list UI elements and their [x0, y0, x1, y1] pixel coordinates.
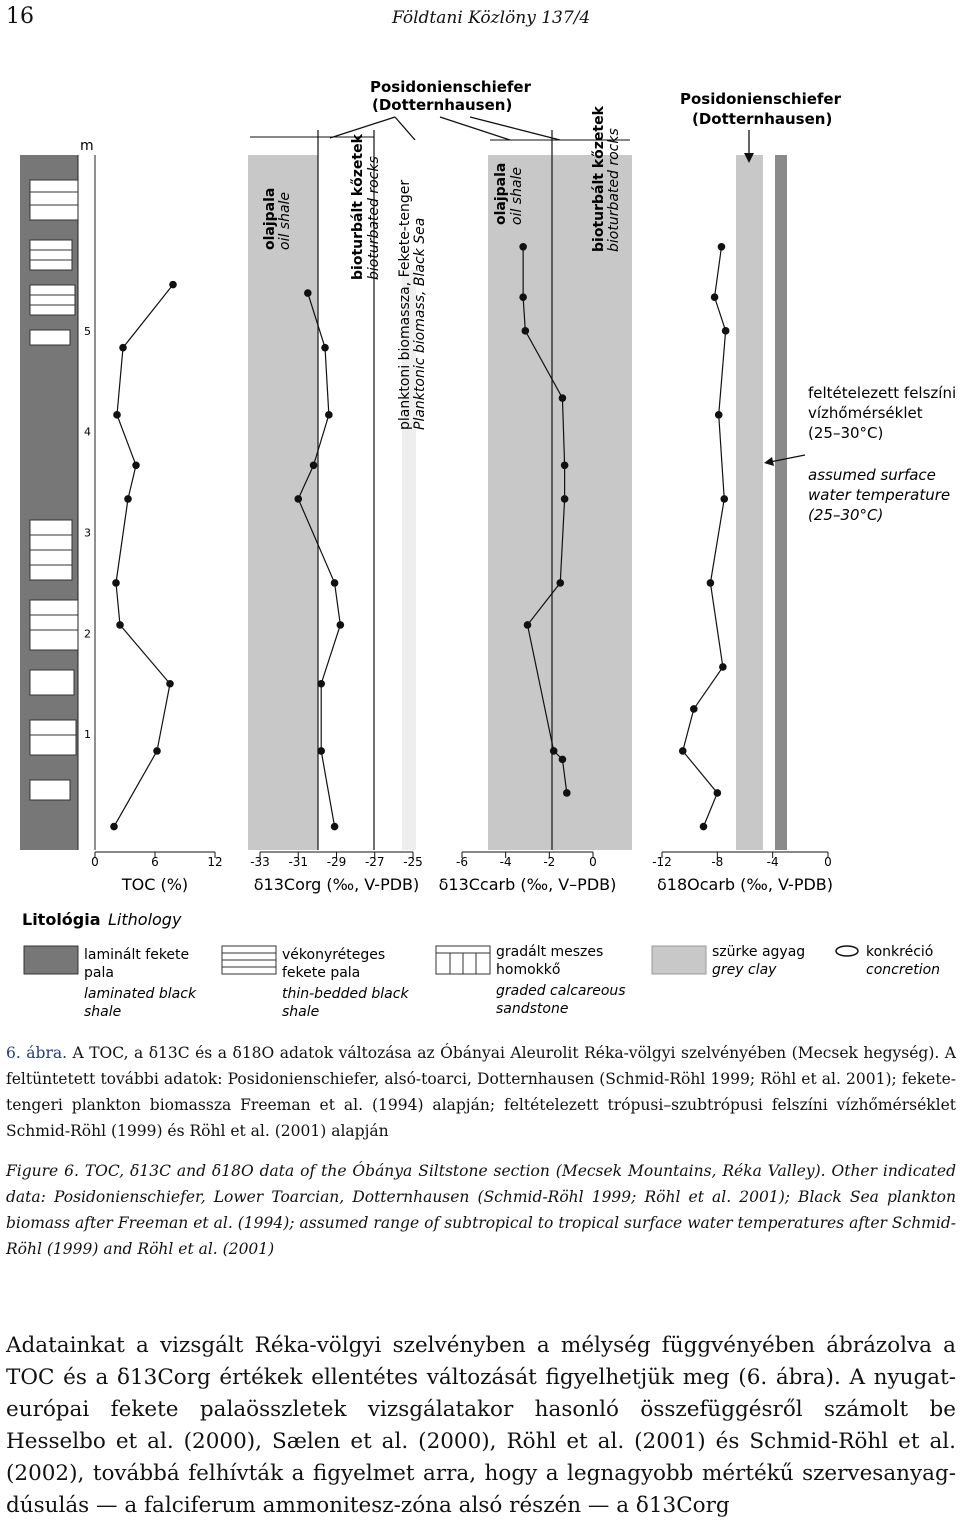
legend-title-hu: Litológia	[22, 910, 101, 929]
caption-english: Figure 6. TOC, δ13C and δ18O data of the Óbánya Siltstone section (Mecsek Mountains, Réka Valley). Other indicated data: Posidonienschiefer, Lower Toarcian, Dotternhausen (Schmid-Röhl 1999; Röhl et al. 2001); Black Sea plankton biomass after Freeman et al. (1994); assumed range of subtropical to tropical surface water temperatures after Schmid-Röhl (1999) and Röhl et al. (2001)	[6, 1162, 956, 1258]
oil-shale-hu-2: olajpala	[493, 162, 509, 225]
depth-unit: m	[80, 138, 94, 154]
data-point-0-1	[153, 747, 161, 755]
plankton-en: Planktonic biomass, Black Sea	[412, 217, 428, 430]
data-point-3-6	[720, 495, 728, 503]
tick-label-2-1: -4	[499, 855, 512, 869]
plankton-hu: planktoni biomassza, Fekete-tenger	[397, 179, 413, 430]
legend-2-en-1: thin-bedded black	[282, 986, 409, 1002]
tick-label-0-1: 6	[151, 855, 159, 869]
tick-label-1-2: -29	[326, 855, 347, 869]
legend	[22, 910, 940, 1020]
data-point-3-4	[719, 663, 727, 671]
data-point-1-6	[310, 461, 318, 469]
tick-label-1-3: -27	[364, 855, 385, 869]
legend-title-en: Lithology	[108, 910, 182, 929]
posidonia-label-2: (Dotternhausen)	[372, 96, 513, 114]
posidonia-label-1: Posidonienschiefer	[370, 78, 531, 96]
journal-title: Földtani Közlöny 137/4	[392, 8, 591, 28]
data-point-1-0	[331, 823, 339, 831]
temperature-band	[736, 155, 763, 850]
data-point-3-9	[711, 293, 719, 301]
temp-hu-2: vízhőmérséklet	[808, 404, 923, 422]
data-point-0-6	[132, 461, 140, 469]
data-point-3-3	[690, 705, 698, 713]
oil-shale-en-2: oil shale	[509, 166, 525, 225]
temp-en-2: water temperature	[808, 486, 951, 504]
data-point-1-3	[337, 621, 345, 629]
data-point-1-9	[304, 289, 312, 297]
posidonia-o18-label-2: (Dotternhausen)	[692, 110, 833, 128]
data-point-2-9	[519, 293, 527, 301]
legend-2-hu-1: vékonyréteges	[282, 947, 386, 963]
depth-tick-3: 3	[84, 526, 91, 540]
bioturbated-en-2: bioturbated rocks	[606, 128, 622, 252]
data-point-0-3	[116, 621, 124, 629]
tick-label-1-0: -33	[250, 855, 270, 869]
data-point-0-0	[110, 823, 118, 831]
data-point-2-5	[561, 495, 569, 503]
oil-shale-band-corg	[248, 155, 318, 850]
data-point-1-1	[317, 747, 325, 755]
data-point-2-3	[524, 621, 532, 629]
oil-shale-hu: olajpala	[262, 187, 278, 250]
legend-1-hu-2: pala	[84, 965, 114, 981]
tick-label-0-0: 0	[91, 855, 99, 869]
page-number: 16	[6, 4, 34, 29]
legend-3-en-1: graded calcareous	[496, 983, 626, 999]
temp-en-1: assumed surface	[808, 466, 936, 484]
legend-2-hu-2: fekete pala	[282, 965, 361, 981]
data-point-2-2	[550, 747, 558, 755]
depth-tick-4: 4	[84, 425, 91, 439]
series-line-0	[114, 285, 173, 827]
tick-label-3-0: -12	[652, 855, 672, 869]
depth-tick-2: 2	[84, 627, 91, 641]
legend-3-hu-1: gradált meszes	[496, 944, 604, 960]
legend-3-hu-2: homokkő	[496, 962, 561, 978]
data-point-3-8	[722, 327, 730, 335]
data-point-2-10	[519, 243, 527, 251]
bioturbated-hu-2: bioturbált kőzetek	[591, 106, 607, 252]
bioturbated-hu: bioturbált kőzetek	[350, 134, 366, 280]
posidonia-o18-bar	[775, 155, 787, 850]
oil-shale-en: oil shale	[277, 191, 293, 250]
legend-1-en-2: shale	[84, 1004, 122, 1020]
oil-shale-band-carb	[488, 155, 552, 850]
temp-en-3: (25–30°C)	[808, 506, 884, 524]
data-point-3-7	[715, 411, 723, 419]
data-point-2-1	[559, 756, 567, 764]
temp-hu-3: (25–30°C)	[808, 424, 884, 442]
axis-label-1: δ13Corg (‰, V-PDB)	[253, 875, 420, 894]
tick-label-3-3: 0	[824, 855, 832, 869]
caption-hu-text: A TOC, a δ13C és a δ18O adatok változása az Óbányai Aleurolit Réka-völgyi szelvényében (Mecsek hegység). A feltüntetett további adatok: Posidonienschiefer, alsó-toarci, Dotternhausen (Schmid-Röhl 1999; Röhl et al. 2001); fekete-tengeri plankton biomassza Freeman et al. (1994) alapján; feltételezett trópusi–szubtrópusi felszíni vízhőmérséklet Schmid-Röhl (1999) és Röhl et al. (2001) alapján	[6, 1044, 956, 1140]
depth-tick-1: 1	[84, 728, 91, 742]
data-point-2-8	[522, 327, 530, 335]
legend-4-en-1: grey clay	[712, 962, 777, 978]
data-point-0-7	[113, 411, 121, 419]
body-paragraph: Adatainkat a vizsgált Réka-völgyi szelvényben a mélység függvényében ábrázolva a TOC és a δ13Corg értékek ellentétes változását figyelhetjük meg (6. ábra). A nyugat-európai fekete palaösszletek vizsgálatakor hasonló összefüggésről számolt be Hesselbo et al. (2000), Sælen et al. (2000), Röhl et al. (2001) és Schmid-Röhl et al. (2002), továbbá felhívták a figyelmet arra, hogy a legnagyobb mértékű szervesanyag-dúsulás — a falciferum ammonitesz-zóna alsó részén — a δ13Corg	[6, 1333, 956, 1518]
tick-label-1-1: -31	[288, 855, 309, 869]
data-point-3-5	[707, 579, 715, 587]
data-point-1-4	[331, 579, 339, 587]
data-point-0-9	[169, 281, 177, 289]
tick-label-2-3: 0	[589, 855, 597, 869]
axis-label-0: TOC (%)	[121, 875, 189, 894]
tick-label-3-2: -4	[766, 855, 779, 869]
data-point-3-1	[714, 789, 722, 797]
legend-3-en-2: sandstone	[496, 1001, 569, 1017]
series-line-3	[683, 247, 726, 827]
caption-hungarian	[6, 1040, 956, 1144]
legend-1-hu-1: laminált fekete	[84, 947, 190, 963]
data-point-3-0	[700, 823, 708, 831]
axis-label-3: δ18Ocarb (‰, V-PDB)	[656, 875, 834, 894]
legend-2-en-2: shale	[282, 1004, 320, 1020]
data-point-2-0	[563, 789, 571, 797]
tick-label-0-2: 12	[207, 855, 223, 869]
depth-axis	[84, 325, 91, 741]
chart-axes	[91, 852, 833, 894]
posidonia-o18-label-1: Posidonienschiefer	[680, 90, 841, 108]
legend-5-hu-1: konkréció	[866, 944, 934, 960]
data-point-1-2	[317, 680, 325, 688]
legend-4-hu-1: szürke agyag	[712, 944, 806, 960]
data-point-0-5	[124, 495, 132, 503]
legend-5-en-1: concretion	[866, 962, 941, 978]
temp-hu-1: feltételezett felszíni	[808, 384, 957, 402]
data-point-1-7	[325, 411, 333, 419]
data-point-2-6	[561, 461, 569, 469]
legend-1-en-1: laminated black	[84, 986, 197, 1002]
data-point-3-10	[718, 243, 726, 251]
data-point-1-5	[294, 495, 302, 503]
data-point-3-2	[679, 747, 687, 755]
data-point-1-8	[321, 344, 329, 352]
data-point-2-4	[556, 579, 564, 587]
data-point-0-4	[112, 579, 120, 587]
tick-label-3-1: -8	[711, 855, 724, 869]
data-point-2-7	[559, 394, 567, 402]
legend-swatch-laminated	[24, 946, 78, 974]
legend-swatch-grey-clay	[652, 946, 706, 974]
legend-swatch-concretion	[836, 946, 858, 956]
tick-label-1-4: -25	[403, 855, 423, 869]
data-point-0-8	[119, 344, 127, 352]
data-point-0-2	[166, 680, 174, 688]
depth-tick-5: 5	[84, 324, 91, 338]
caption-label: 6. ábra.	[6, 1044, 68, 1062]
lithology-column	[20, 155, 95, 850]
tick-label-2-2: -2	[543, 855, 556, 869]
tick-label-2-0: -6	[456, 855, 468, 869]
axis-label-2: δ13Ccarb (‰, V–PDB)	[438, 875, 617, 894]
bioturbated-en: bioturbated rocks	[366, 156, 382, 280]
